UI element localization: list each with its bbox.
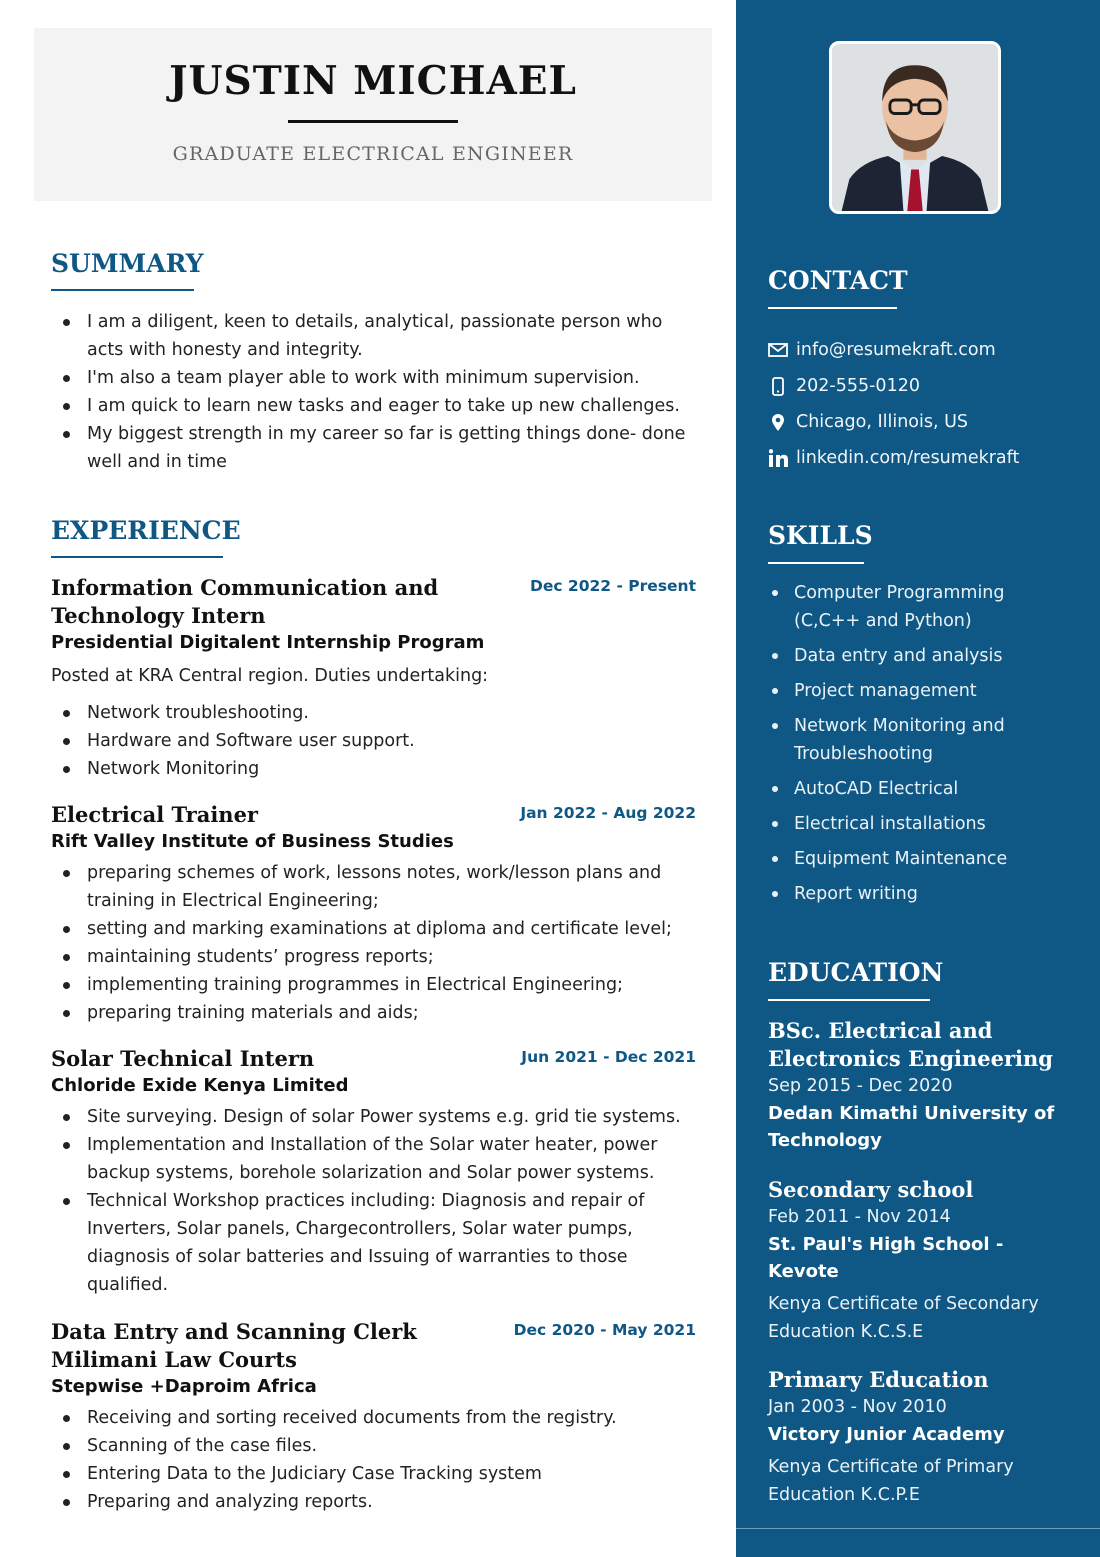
job-header xyxy=(51,1045,696,1073)
education-date: Feb 2011 - Nov 2014 xyxy=(768,1207,951,1227)
job-duty: Network Monitoring xyxy=(51,755,696,783)
experience-heading-block xyxy=(51,516,701,558)
skills-section xyxy=(768,521,1078,915)
education-school: Dedan Kimathi University of Technology xyxy=(768,1103,1055,1151)
job-duty: Entering Data to the Judiciary Case Tracking system xyxy=(51,1460,696,1488)
job-company: Rift Valley Institute of Business Studies xyxy=(51,831,454,852)
summary-item: I'm also a team player able to work with minimum supervision. xyxy=(51,364,691,392)
header-box xyxy=(34,28,712,201)
skills-underline xyxy=(768,562,864,564)
job-duty: Network troubleshooting. xyxy=(51,699,696,727)
job-duty: preparing training materials and aids; xyxy=(51,999,681,1027)
job-duty: implementing training programmes in Electrical Engineering; xyxy=(51,971,681,999)
linkedin-text[interactable]: linkedin.com/resumekraft xyxy=(796,448,1020,468)
job-date: Dec 2022 - Present xyxy=(529,577,696,595)
education-note: Kenya Certificate of Primary Education K.C.P.E xyxy=(768,1457,1014,1505)
skill-item: Computer Programming (C,C++ and Python) xyxy=(768,579,1028,635)
contact-linkedin[interactable] xyxy=(768,440,1078,476)
contact-heading: CONTACT xyxy=(768,266,908,295)
profile-photo xyxy=(829,41,1001,214)
summary-item: I am a diligent, keen to details, analytical, passionate person who acts with honesty and integrity. xyxy=(51,308,691,364)
education-degree: Primary Education xyxy=(768,1367,989,1392)
education-section xyxy=(768,958,1078,1509)
candidate-title: GRADUATE ELECTRICAL ENGINEER xyxy=(172,143,574,165)
job-header xyxy=(51,1318,696,1374)
education-school: Victory Junior Academy xyxy=(768,1424,1005,1445)
skill-item: Report writing xyxy=(768,880,1028,908)
skill-item: Electrical installations xyxy=(768,810,1028,838)
summary-item: I am quick to learn new tasks and eager to take up new challenges. xyxy=(51,392,691,420)
job-duty: setting and marking examinations at diploma and certificate level; xyxy=(51,915,681,943)
job-duty: Technical Workshop practices including: Diagnosis and repair of Inverters, Solar panels, Chargecontrollers, Solar water pumps, diagnosis of solar batteries and Issuing of warranties to those qualified. xyxy=(51,1187,681,1299)
education-entry xyxy=(768,1017,1078,1154)
job-role: Information Communication and Technology Intern xyxy=(51,575,439,628)
summary-heading-wrap xyxy=(51,249,204,291)
experience-entry xyxy=(51,1318,696,1516)
experience-entry xyxy=(51,801,696,1027)
phone-text[interactable]: 202-555-0120 xyxy=(796,376,920,396)
job-role: Electrical Trainer xyxy=(51,802,258,827)
experience-entry xyxy=(51,1045,696,1299)
education-heading-wrap xyxy=(768,958,944,1001)
job-company: Presidential Digitalent Internship Program xyxy=(51,632,485,653)
summary-heading: SUMMARY xyxy=(51,249,204,278)
skills-heading-wrap xyxy=(768,521,873,564)
job-duties xyxy=(51,1404,696,1516)
education-note: Kenya Certificate of Secondary Education K.C.S.E xyxy=(768,1294,1039,1342)
job-date: Dec 2020 - May 2021 xyxy=(513,1321,696,1339)
summary-underline xyxy=(51,289,194,291)
name-divider xyxy=(288,120,458,123)
job-header xyxy=(51,574,696,630)
experience-heading: EXPERIENCE xyxy=(51,516,241,545)
contact-phone[interactable] xyxy=(768,368,1078,404)
experience-heading-wrap xyxy=(51,516,241,558)
envelope-icon xyxy=(768,340,788,360)
education-degree: Secondary school xyxy=(768,1177,974,1202)
job-duty: Hardware and Software user support. xyxy=(51,727,696,755)
skill-item: Equipment Maintenance xyxy=(768,845,1028,873)
job-duties xyxy=(51,859,681,1027)
skills-list xyxy=(768,579,1028,908)
contact-underline xyxy=(768,307,897,309)
skill-item: Data entry and analysis xyxy=(768,642,1028,670)
contact-email[interactable] xyxy=(768,332,1078,368)
candidate-name: JUSTIN MICHAEL xyxy=(169,58,577,104)
education-heading: EDUCATION xyxy=(768,958,944,987)
job-company: Stepwise +Daproim Africa xyxy=(51,1376,317,1397)
job-date: Jun 2021 - Dec 2021 xyxy=(521,1048,696,1066)
experience-underline xyxy=(51,556,223,558)
sidebar xyxy=(736,0,1100,1557)
summary-list xyxy=(51,308,691,476)
job-intro: Posted at KRA Central region. Duties undertaking: xyxy=(51,666,489,686)
skill-item: Network Monitoring and Troubleshooting xyxy=(768,712,1028,768)
linkedin-icon xyxy=(768,448,788,468)
job-duty: Implementation and Installation of the Solar water heater, power backup systems, borehole solarization and Solar power systems. xyxy=(51,1131,681,1187)
job-role: Solar Technical Intern xyxy=(51,1046,315,1071)
education-underline xyxy=(768,999,930,1001)
job-duty: Receiving and sorting received documents from the registry. xyxy=(51,1404,696,1432)
sidebar-bottom-divider xyxy=(736,1528,1100,1529)
location-pin-icon xyxy=(768,412,788,432)
summary-section xyxy=(51,249,701,476)
job-duties xyxy=(51,1103,681,1299)
education-date: Jan 2003 - Nov 2010 xyxy=(768,1397,947,1417)
job-company: Chloride Exide Kenya Limited xyxy=(51,1075,349,1096)
education-date: Sep 2015 - Dec 2020 xyxy=(768,1076,953,1096)
job-date: Jan 2022 - Aug 2022 xyxy=(520,804,696,822)
skills-heading: SKILLS xyxy=(768,521,873,550)
skill-item: AutoCAD Electrical xyxy=(768,775,1028,803)
job-header xyxy=(51,801,696,829)
education-school: St. Paul's High School - Kevote xyxy=(768,1234,1004,1282)
summary-item: My biggest strength in my career so far is getting things done- done well and in time xyxy=(51,420,691,476)
phone-icon xyxy=(768,376,788,396)
contact-location xyxy=(768,404,1078,440)
education-entry xyxy=(768,1176,1078,1346)
skill-item: Project management xyxy=(768,677,1028,705)
job-duty: maintaining students’ progress reports; xyxy=(51,943,681,971)
job-duty: Preparing and analyzing reports. xyxy=(51,1488,696,1516)
job-duty: Site surveying. Design of solar Power systems e.g. grid tie systems. xyxy=(51,1103,681,1131)
experience-entry xyxy=(51,574,696,783)
location-text: Chicago, Illinois, US xyxy=(796,412,969,432)
education-entry xyxy=(768,1366,1078,1509)
education-degree: BSc. Electrical and Electronics Engineering xyxy=(768,1018,1053,1071)
job-duty: preparing schemes of work, lessons notes, work/lesson plans and training in Electrical Engineering; xyxy=(51,859,681,915)
contact-heading-wrap xyxy=(768,266,908,309)
job-duty: Scanning of the case files. xyxy=(51,1432,696,1460)
job-duties xyxy=(51,699,696,783)
profile-photo-illustration xyxy=(832,44,998,211)
contact-section xyxy=(768,266,1078,476)
email-text[interactable]: info@resumekraft.com xyxy=(796,340,996,360)
contact-list xyxy=(768,332,1078,476)
job-role: Data Entry and Scanning Clerk Milimani Law Courts xyxy=(51,1319,417,1372)
